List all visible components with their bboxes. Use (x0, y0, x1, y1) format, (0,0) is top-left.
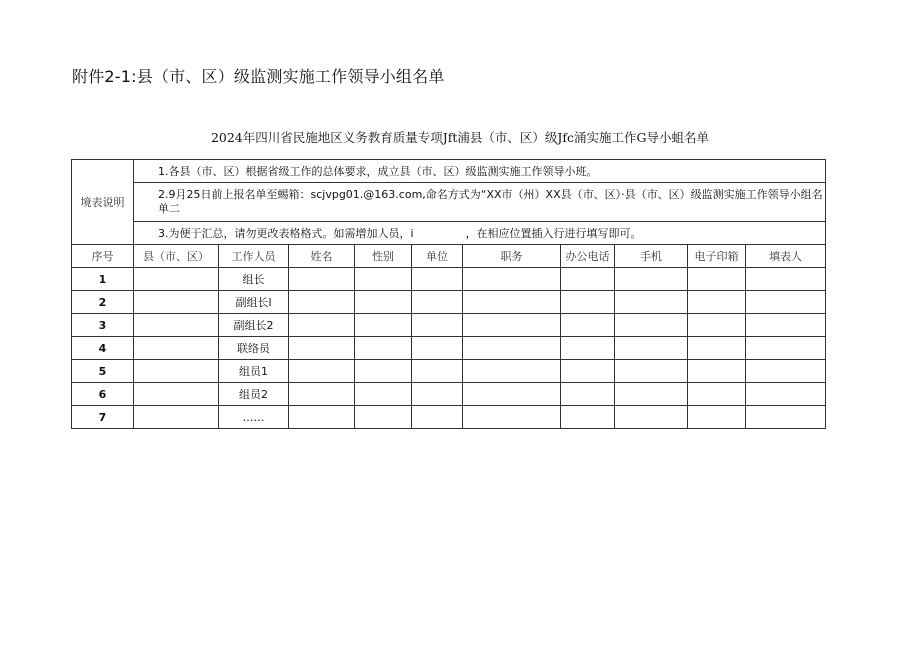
row-number: 6 (72, 383, 134, 406)
empty-cell[interactable] (289, 291, 355, 314)
empty-cell[interactable] (746, 360, 826, 383)
roster-table (71, 159, 826, 429)
empty-cell[interactable] (615, 291, 688, 314)
empty-cell[interactable] (561, 337, 615, 360)
empty-cell[interactable] (355, 383, 412, 406)
row-role: 组员2 (219, 383, 289, 406)
empty-cell[interactable] (688, 337, 746, 360)
note-line-2: 2.9月25日前上报名单至蜴箱：scjvpg01.@163.com,命名方式为“XX市（州）XX县（市、区）·县（市、区）级监测实施工作领导小组名单二 (134, 183, 826, 222)
empty-cell[interactable] (289, 314, 355, 337)
empty-cell[interactable] (463, 268, 561, 291)
table-row (72, 291, 826, 314)
table-row (72, 406, 826, 429)
header-cell-unit: 单位 (412, 245, 463, 268)
notes-row-2 (72, 183, 826, 222)
header-cell-gender: 性别 (355, 245, 412, 268)
empty-cell[interactable] (412, 337, 463, 360)
empty-cell[interactable] (355, 406, 412, 429)
empty-cell[interactable] (615, 383, 688, 406)
empty-cell[interactable] (289, 406, 355, 429)
empty-cell[interactable] (355, 291, 412, 314)
note-line-3-part-1: 3.为便于汇总，请勿更改表格格式。如需增加人员，i (158, 227, 414, 240)
row-role: 副组长l (219, 291, 289, 314)
row-number: 4 (72, 337, 134, 360)
empty-cell[interactable] (412, 291, 463, 314)
empty-cell[interactable] (688, 360, 746, 383)
row-role: …… (219, 406, 289, 429)
empty-cell[interactable] (746, 337, 826, 360)
header-cell-mobile: 手机 (615, 245, 688, 268)
note-line-3-part-2: ，在相应位置插入行进行填写即可。 (465, 227, 642, 240)
header-row (72, 245, 826, 268)
empty-cell[interactable] (561, 360, 615, 383)
note-line-3 (134, 222, 826, 245)
empty-cell[interactable] (134, 291, 219, 314)
empty-cell[interactable] (746, 268, 826, 291)
empty-cell[interactable] (289, 360, 355, 383)
empty-cell[interactable] (134, 360, 219, 383)
empty-cell[interactable] (746, 291, 826, 314)
row-number: 7 (72, 406, 134, 429)
notes-label: 境表说明 (72, 160, 134, 245)
empty-cell[interactable] (412, 383, 463, 406)
table-row (72, 268, 826, 291)
empty-cell[interactable] (289, 383, 355, 406)
attachment-title: 附件2-1:县（市、区）级监测实施工作领导小组名单 (72, 67, 445, 86)
empty-cell[interactable] (134, 337, 219, 360)
note-line-1: 1.各县（市、区）根据省级工作的总体要求，成立县（市、区）级监测实施工作领导小班。 (134, 160, 826, 183)
row-role: 联络员 (219, 337, 289, 360)
empty-cell[interactable] (561, 406, 615, 429)
empty-cell[interactable] (615, 268, 688, 291)
empty-cell[interactable] (688, 406, 746, 429)
empty-cell[interactable] (134, 406, 219, 429)
header-cell-county: 县（市、区） (134, 245, 219, 268)
header-cell-name: 姓名 (289, 245, 355, 268)
empty-cell[interactable] (615, 314, 688, 337)
empty-cell[interactable] (412, 268, 463, 291)
data-rows (72, 268, 826, 429)
form-title: 2024年四川省民施地区义务教育质量专项Jft浦县（市、区）级Jfc涌实施工作G导小蛆名单 (210, 130, 710, 145)
empty-cell[interactable] (134, 314, 219, 337)
empty-cell[interactable] (561, 291, 615, 314)
empty-cell[interactable] (355, 268, 412, 291)
header-cell-email: 电子印箱 (688, 245, 746, 268)
empty-cell[interactable] (134, 383, 219, 406)
empty-cell[interactable] (355, 337, 412, 360)
empty-cell[interactable] (289, 268, 355, 291)
empty-cell[interactable] (615, 337, 688, 360)
empty-cell[interactable] (561, 383, 615, 406)
empty-cell[interactable] (688, 383, 746, 406)
empty-cell[interactable] (746, 406, 826, 429)
table-row (72, 360, 826, 383)
empty-cell[interactable] (463, 383, 561, 406)
header-cell-staff: 工作人员 (219, 245, 289, 268)
empty-cell[interactable] (355, 314, 412, 337)
empty-cell[interactable] (289, 337, 355, 360)
empty-cell[interactable] (746, 314, 826, 337)
empty-cell[interactable] (561, 314, 615, 337)
empty-cell[interactable] (463, 360, 561, 383)
empty-cell[interactable] (688, 268, 746, 291)
table-row (72, 383, 826, 406)
notes-row-3 (72, 222, 826, 245)
row-number: 5 (72, 360, 134, 383)
table-row (72, 337, 826, 360)
empty-cell[interactable] (463, 291, 561, 314)
empty-cell[interactable] (412, 360, 463, 383)
empty-cell[interactable] (615, 360, 688, 383)
empty-cell[interactable] (615, 406, 688, 429)
header-cell-filler: 填表人 (746, 245, 826, 268)
empty-cell[interactable] (412, 406, 463, 429)
row-role: 组长 (219, 268, 289, 291)
empty-cell[interactable] (463, 406, 561, 429)
header-cell-position: 职务 (463, 245, 561, 268)
header-cell-seq: 序号 (72, 245, 134, 268)
empty-cell[interactable] (134, 268, 219, 291)
empty-cell[interactable] (355, 360, 412, 383)
row-number: 2 (72, 291, 134, 314)
table-row (72, 314, 826, 337)
empty-cell[interactable] (688, 291, 746, 314)
empty-cell[interactable] (463, 337, 561, 360)
header-cell-office-phone: 办公电话 (561, 245, 615, 268)
row-role: 副组长2 (219, 314, 289, 337)
row-number: 1 (72, 268, 134, 291)
empty-cell[interactable] (688, 314, 746, 337)
empty-cell[interactable] (463, 314, 561, 337)
empty-cell[interactable] (746, 383, 826, 406)
empty-cell[interactable] (412, 314, 463, 337)
row-role: 组员1 (219, 360, 289, 383)
notes-row-1 (72, 160, 826, 183)
row-number: 3 (72, 314, 134, 337)
empty-cell[interactable] (561, 268, 615, 291)
